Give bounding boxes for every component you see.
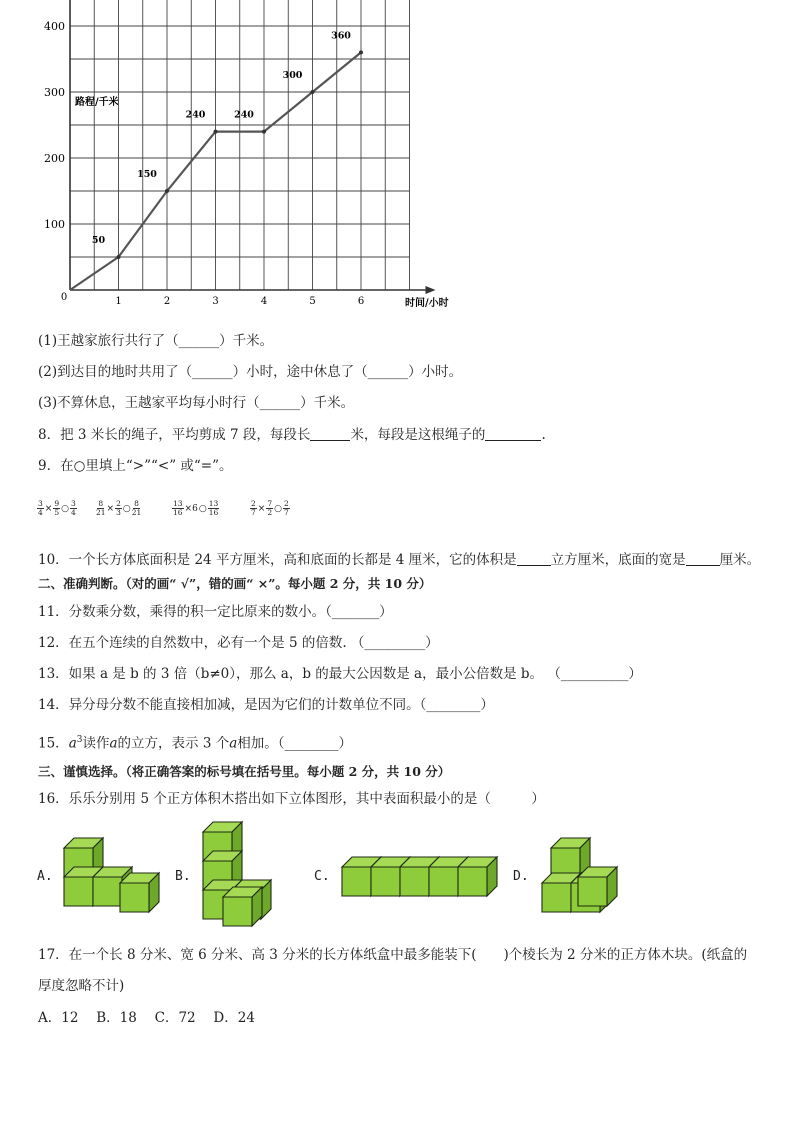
distance-time-chart [0, 0, 794, 320]
option-b-label[interactable]: B. [175, 869, 191, 884]
cube-figures [0, 815, 794, 935]
q9-item-4: $\frac{2}{7}$ × $\frac{7}{2}$ ○ $\frac{2}{7}$ [251, 499, 289, 517]
q15-text-c: 的立方，表示 3 个 [117, 735, 230, 752]
cube-face [342, 867, 371, 896]
math-a: a [109, 735, 118, 752]
x-tick-label: 3 [212, 296, 219, 307]
math-a: a [229, 735, 238, 752]
compare-circle[interactable]: ○ [274, 503, 282, 514]
x-axis-arrow [426, 286, 436, 294]
x-axis-label: 时间/小时 [405, 298, 449, 309]
q9-item-3: $\frac{13}{16}$ ×6 ○ $\frac{13}{16}$ [173, 499, 219, 517]
q10-text-b: 立方厘米，底面的宽是 [550, 552, 686, 568]
x-tick-label: 1 [115, 296, 122, 307]
compare-circle[interactable]: ○ [61, 503, 69, 514]
cube-face [64, 877, 93, 906]
question-7-3: (3)不算休息，王越家平均每小时行（______）千米。 [38, 395, 355, 411]
section-2-heading: 二、准确判断。（对的画“ √”，错的画“ ×”。每小题 2 分，共 10 分） [38, 576, 432, 591]
data-point [311, 90, 315, 94]
question-17-line-1: 17．在一个长 8 分米、宽 6 分米、高 3 分米的长方体纸盒中最多能装下( )个棱长为 2 分米的正方体木块。(纸盒的 [38, 947, 748, 963]
question-8 [38, 426, 546, 444]
y-tick-label: 200 [44, 152, 65, 165]
data-label: 240 [185, 109, 206, 121]
q15-number: 15． [38, 735, 69, 752]
cube-face [429, 867, 458, 896]
cube [458, 857, 497, 896]
data-point [117, 255, 121, 259]
q8-text-c: . [541, 427, 546, 443]
x-tick-label: 4 [260, 296, 268, 307]
q8-blank-1[interactable] [310, 427, 350, 441]
cube-face [458, 867, 487, 896]
q8-blank-2[interactable] [485, 427, 541, 441]
data-label: 150 [137, 169, 157, 180]
question-9: 9．在○里填上“>”“<” 或“=”。 [38, 458, 233, 474]
q9-item-2: $\frac{8}{21}$ × $\frac{2}{3}$ ○ $\frac{8}{21}$ [96, 499, 142, 517]
q10-blank-1[interactable] [517, 552, 551, 566]
x-tick-label: 0 [60, 292, 68, 303]
option-a-label[interactable]: A. [37, 869, 53, 884]
question-13: 13．如果 a 是 b 的 3 倍（b≠0），那么 a，b 的最大公因数是 a，最小公倍数是 b。 （__________） [38, 666, 642, 682]
option-c-label[interactable]: C. [314, 869, 330, 884]
cube-face [120, 883, 149, 912]
cube [578, 867, 617, 906]
data-label: 50 [91, 235, 106, 246]
question-7-2: (2)到达目的地时共用了（______）小时，途中休息了（______）小时。 [38, 364, 463, 380]
compare-circle[interactable]: ○ [122, 503, 131, 514]
q10-text-a: 10．一个长方体底面积是 24 平方厘米，高和底面的长都是 4 厘米，它的体积是 [38, 552, 517, 568]
data-point [359, 50, 363, 54]
question-11: 11．分数乘分数，乘得的积一定比原来的数小。（_______） [38, 604, 393, 620]
x-tick-label: 2 [163, 296, 171, 307]
question-17-line-2: 厚度忽略不计) [38, 978, 125, 994]
cube-face [578, 877, 607, 906]
y-tick-label: 400 [44, 20, 65, 33]
cube-face [371, 867, 400, 896]
cube-face [400, 867, 429, 896]
y-tick-label: 100 [44, 218, 65, 231]
q8-text-b: 米，每段是这根绳子的 [350, 427, 486, 443]
question-15 [38, 731, 352, 753]
y-tick-label: 300 [44, 86, 65, 99]
q10-text-c: 厘米。 [719, 552, 761, 568]
q9-item-1: $\frac{3}{4}$ × $\frac{9}{5}$ ○ $\frac{3}{4}$ [38, 499, 76, 517]
q10-blank-2[interactable] [686, 552, 720, 566]
data-label: 240 [234, 109, 254, 121]
x-tick-label: 6 [357, 296, 365, 307]
question-10 [38, 551, 760, 569]
y-axis-label: 路程/千米 [75, 97, 119, 108]
question-14: 14．异分母分数不能直接相加减，是因为它们的计数单位不同。（________） [38, 697, 494, 713]
q8-text-a: 8．把 3 米长的绳子，平均剪成 7 段，每段长 [38, 427, 311, 443]
data-label: 360 [331, 30, 351, 42]
data-point [262, 130, 266, 134]
cube-face [93, 877, 122, 906]
compare-circle[interactable]: ○ [198, 503, 207, 514]
cube [223, 887, 262, 926]
cube [120, 873, 159, 912]
data-point [214, 130, 218, 134]
data-point [165, 189, 169, 193]
data-label: 300 [282, 70, 303, 81]
q15-text-b: 读作 [82, 735, 110, 752]
q15-text-d: 相加。（________） [237, 735, 353, 752]
option-d-label[interactable]: D. [513, 869, 529, 884]
section-3-heading: 三、谨慎选择。（将正确答案的标号填在括号里。每小题 2 分，共 10 分） [38, 764, 451, 779]
math-a: a [68, 735, 77, 752]
question-12: 12．在五个连续的自然数中，必有一个是 5 的倍数. （_________） [38, 635, 439, 651]
question-17-options[interactable]: A．12 B．18 C．72 D．24 [38, 1010, 255, 1026]
question-16: 16．乐乐分别用 5 个正方体积木搭出如下立体图形，其中表面积最小的是（ ） [38, 791, 545, 807]
math-exp: 3 [76, 735, 83, 745]
cube-face [223, 897, 252, 926]
question-7-1: (1)王越家旅行共行了（______）千米。 [38, 333, 274, 349]
x-tick-label: 5 [309, 296, 316, 307]
cube-face [542, 883, 571, 912]
